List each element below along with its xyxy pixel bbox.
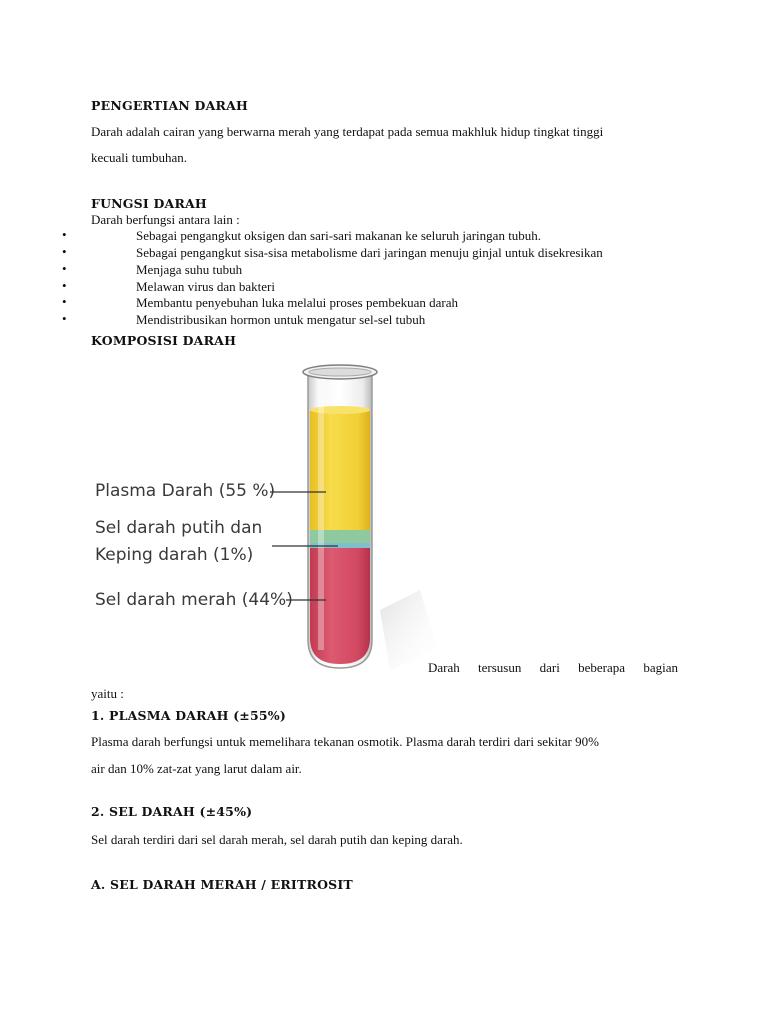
plasma-line-2: air dan 10% zat-zat yang larut dalam air. bbox=[91, 761, 302, 776]
heading-plasma: 1. PLASMA DARAH (±55%) bbox=[91, 708, 286, 723]
heading-komposisi: KOMPOSISI DARAH bbox=[91, 333, 237, 348]
heading-sel-darah: 2. SEL DARAH (±45%) bbox=[91, 804, 253, 819]
test-tube-figure bbox=[80, 350, 440, 670]
pengertian-line-1: Darah adalah cairan yang berwarna merah yang terdapat pada semua makhluk hidup tingkat tinggi bbox=[91, 124, 604, 139]
heading-fungsi: FUNGSI DARAH bbox=[91, 196, 207, 211]
bullet-icon: • bbox=[62, 311, 67, 326]
tube-highlight bbox=[318, 380, 324, 650]
bullet-icon: • bbox=[62, 294, 67, 309]
pengertian-line-2: kecuali tumbuhan. bbox=[91, 150, 188, 165]
label-putih-2: Keping darah (1%) bbox=[95, 545, 254, 565]
bullet-icon: • bbox=[62, 261, 67, 276]
label-merah: Sel darah merah (44%) bbox=[95, 590, 293, 610]
bullet-icon: • bbox=[62, 278, 67, 293]
plasma-line-1: Plasma darah berfungsi untuk memelihara tekanan osmotik. Plasma darah terdiri dari sekitar 90% bbox=[91, 734, 599, 749]
tube-opening bbox=[309, 368, 371, 376]
label-plasma: Plasma Darah (55 %) bbox=[95, 481, 276, 501]
heading-pengertian: PENGERTIAN DARAH bbox=[91, 98, 248, 113]
bullet-icon: • bbox=[62, 227, 67, 242]
figure-caption-end: yaitu : bbox=[91, 686, 124, 701]
label-putih-1: Sel darah putih dan bbox=[95, 518, 263, 538]
tube-shadow bbox=[380, 590, 438, 670]
figure-caption: Darah tersusun dari beberapa bagian bbox=[428, 660, 678, 675]
bullet-icon: • bbox=[62, 244, 67, 259]
fungsi-intro: Darah berfungsi antara lain : bbox=[91, 212, 240, 227]
sel-darah-line-1: Sel darah terdiri dari sel darah merah, sel darah putih dan keping darah. bbox=[91, 832, 463, 847]
heading-eritrosit: A. SEL DARAH MERAH / ERITROSIT bbox=[91, 877, 353, 892]
